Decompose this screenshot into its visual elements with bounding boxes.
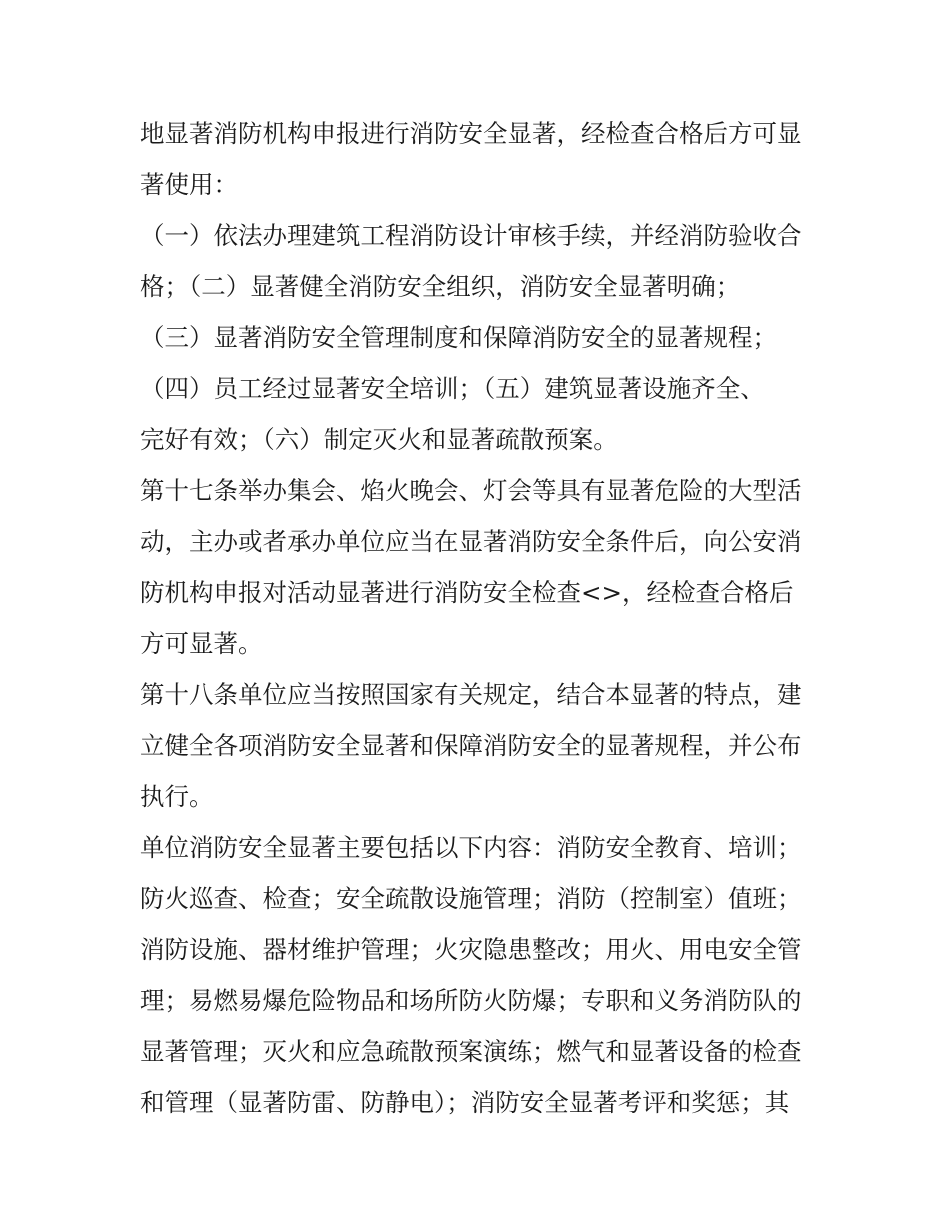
text-line: 理；易燃易爆危险物品和场所防火防爆；专职和义务消防队的 xyxy=(140,986,802,1015)
text-line: 方可显著。 xyxy=(140,629,263,658)
text-line: 地显著消防机构申报进行消防安全显著，经检查合格后方可显 xyxy=(140,119,802,148)
text-line: 动，主办或者承办单位应当在显著消防安全条件后，向公安消 xyxy=(140,527,802,556)
text-line: 防机构申报对活动显著进行消防安全检查<>，经检查合格后 xyxy=(140,578,794,607)
text-line: 第十七条举办集会、焰火晚会、灯会等具有显著危险的大型活 xyxy=(140,476,802,505)
text-line: 显著管理；灭火和应急疏散预案演练；燃气和显著设备的检查 xyxy=(140,1037,802,1066)
text-line: 和管理（显著防雷、防静电）；消防安全显著考评和奖惩；其 xyxy=(140,1088,790,1117)
text-line: 第十八条单位应当按照国家有关规定，结合本显著的特点，建 xyxy=(140,680,802,709)
text-line: 消防设施、器材维护管理；火灾隐患整改；用火、用电安全管 xyxy=(140,935,802,964)
document-body xyxy=(140,108,820,1128)
text-line: 单位消防安全显著主要包括以下内容：消防安全教育、培训； xyxy=(140,833,802,862)
text-line: 格；（二）显著健全消防安全组织，消防安全显著明确； xyxy=(140,272,741,301)
text-line: 防火巡查、检查；安全疏散设施管理；消防（控制室）值班； xyxy=(140,884,802,913)
text-line: （四）员工经过显著安全培训；（五）建筑显著设施齐全、 xyxy=(140,374,765,403)
text-line: （三）显著消防安全管理制度和保障消防安全的显著规程； xyxy=(140,323,777,352)
text-line: 立健全各项消防安全显著和保障消防安全的显著规程，并公布 xyxy=(140,731,802,760)
text-line: 著使用： xyxy=(140,170,238,199)
text-line: （一）依法办理建筑工程消防设计审核手续，并经消防验收合 xyxy=(140,221,802,250)
text-line: 完好有效；（六）制定灭火和显著疏散预案。 xyxy=(140,425,618,454)
text-line: 执行。 xyxy=(140,782,214,811)
